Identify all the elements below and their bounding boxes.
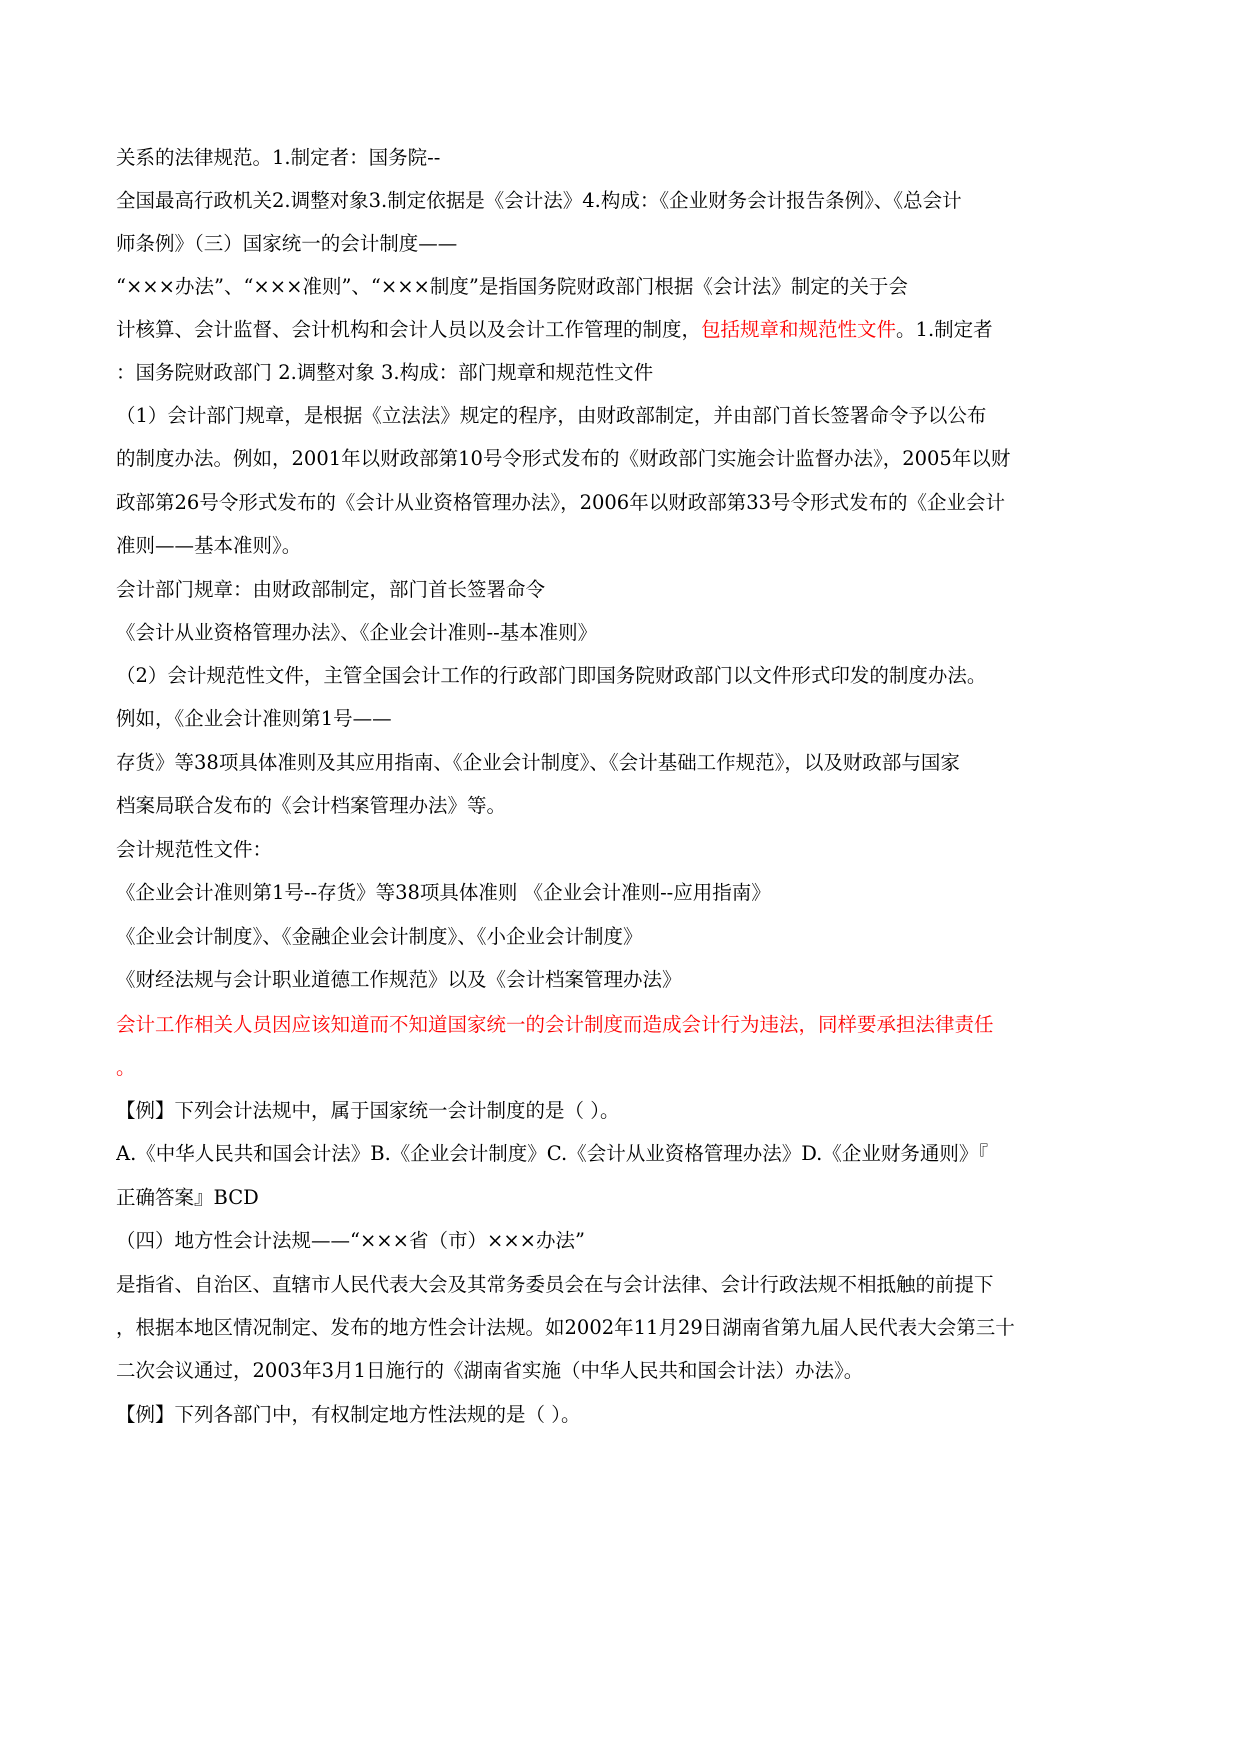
text-line: 是指省、自治区、直辖市人民代表大会及其常务委员会在与会计法律、会计行政法规不相抵触的前提下 — [116, 1273, 994, 1296]
text-line: 存货》等38项具体准则及其应用指南、《企业会计制度》、《会计基础工作规范》，以及财政部与国家 — [116, 751, 960, 774]
text-segment: 。1.制定者 — [896, 318, 993, 341]
text-line: 例如，《企业会计准则第1号—— — [116, 707, 392, 730]
text-line: 会计部门规章：由财政部制定，部门首长签署命令 — [116, 578, 546, 601]
text-line: （2）会计规范性文件，主管全国会计工作的行政部门即国务院财政部门以文件形式印发的制度办法。 — [116, 664, 987, 687]
text-line: 《企业会计准则第1号--存货》等38项具体准则 《企业会计准则--应用指南》 — [116, 881, 771, 904]
highlight-text: 包括规章和规范性文件 — [701, 318, 897, 341]
answer-options: A.《中华人民共和国会计法》B.《企业会计制度》C.《会计从业资格管理办法》D.《企业财务通则》『 — [116, 1142, 989, 1165]
text-line: （1）会计部门规章，是根据《立法法》规定的程序，由财政部制定，并由部门首长签署命令予以公布 — [116, 404, 987, 427]
text-line: 政部第26号令形式发布的《会计从业资格管理办法》，2006年以财政部第33号令形式发布的《企业会计 — [116, 491, 1006, 514]
text-segment: 计核算、会计监督、会计机构和会计人员以及会计工作管理的制度， — [116, 318, 702, 341]
text-line: 档案局联合发布的《会计档案管理办法》等。 — [116, 794, 507, 817]
text-line-with-highlight — [116, 315, 1126, 345]
text-line: 《企业会计制度》、《金融企业会计制度》、《小企业会计制度》 — [116, 925, 643, 948]
text-line: 准则——基本准则》。 — [116, 534, 302, 557]
text-line: 全国最高行政机关2.调整对象3.制定依据是《会计法》4.构成：《企业财务会计报告条例》、《总会计 — [116, 189, 962, 212]
text-line: 《会计从业资格管理办法》、《企业会计准则--基本准则》 — [116, 621, 598, 644]
text-line: “×××办法”、“×××准则”、“×××制度”是指国务院财政部门根据《会计法》制定的关于会 — [116, 275, 908, 298]
text-line: 二次会议通过，2003年3月1日施行的《湖南省实施（中华人民共和国会计法）办法》。 — [116, 1359, 864, 1382]
emphasis-line: 会计工作相关人员因应该知道而不知道国家统一的会计制度而造成会计行为违法，同样要承担法律责任 — [116, 1013, 994, 1036]
section-heading: （四）地方性会计法规——“×××省（市）×××办法” — [116, 1229, 585, 1252]
example-question: 【例】下列会计法规中，属于国家统一会计制度的是（ ）。 — [116, 1099, 620, 1122]
emphasis-line: 。 — [116, 1056, 136, 1079]
text-line: ：国务院财政部门 2.调整对象 3.构成：部门规章和规范性文件 — [116, 361, 654, 384]
text-line: 会计规范性文件： — [116, 838, 273, 861]
example-question: 【例】下列各部门中，有权制定地方性法规的是（ ）。 — [116, 1403, 581, 1426]
text-line: 的制度办法。例如，2001年以财政部第10号令形式发布的《财政部门实施会计监督办法》，2005年以财 — [116, 447, 1011, 470]
text-line: 师条例》（三）国家统一的会计制度—— — [116, 232, 458, 255]
text-line: 关系的法律规范。1.制定者：国务院-- — [116, 146, 441, 169]
correct-answer: 正确答案』BCD — [116, 1186, 259, 1209]
text-line: ，根据本地区情况制定、发布的地方性会计法规。如2002年11月29日湖南省第九届人民代表大会第三十 — [116, 1316, 1015, 1339]
text-line: 《财经法规与会计职业道德工作规范》以及《会计档案管理办法》 — [116, 968, 682, 991]
